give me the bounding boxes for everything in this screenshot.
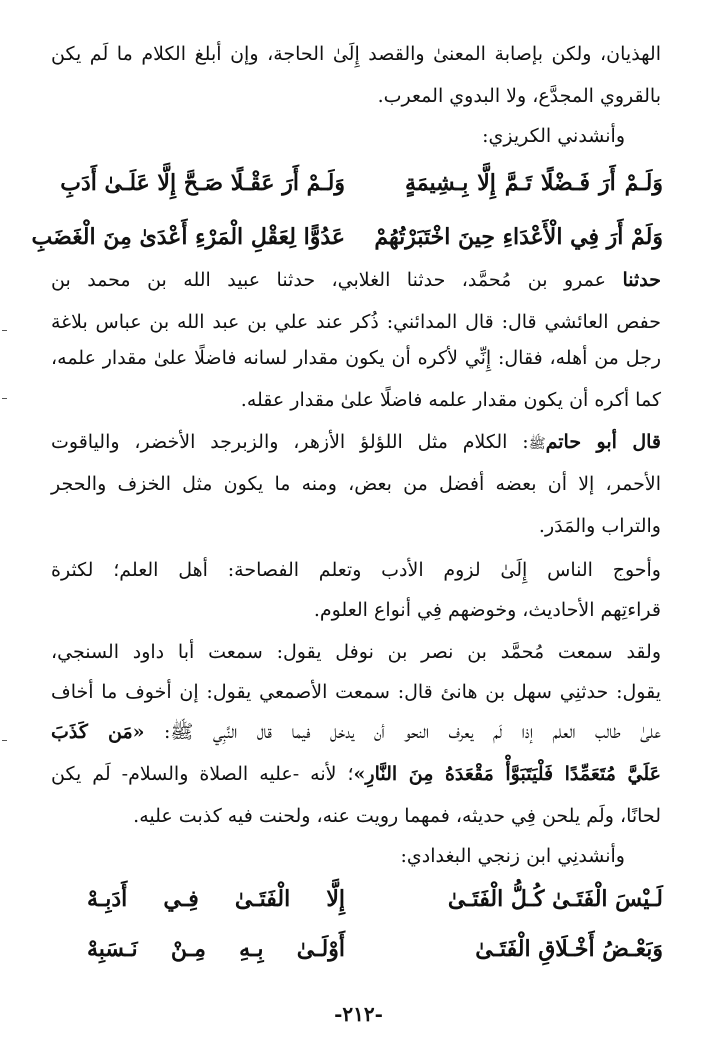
paragraph-line [51,720,661,744]
honorific-symbol: ﷺ [528,436,546,452]
text-line: كما أكره أن يكون مقدار علمه فاضلًا علىٰ مقدار عقله. [240,389,661,411]
text-line: وأحوج الناس إِلَىٰ لزوم الأدب وتعلم الفصاحة: أهل العلم؛ لكثرة [51,559,661,581]
text-line: الهذيان، ولكن بإصابة المعنىٰ والقصد إِلَىٰ الحاجة، وإن أبلغ الكلام ما لَم يكن [51,43,661,65]
speaker-name: قال أبو حاتم [545,431,661,453]
hadith-quote: «مَن كَذَبَ [51,721,145,743]
text-line: بالقروي المجدَّع، ولا البدوي المعرب. [377,85,661,107]
text-line: الأحمر، إلا أن بعضه أفضل من بعض، ومنه ما يكون مثل الخزف والحجر [51,473,661,495]
text-fragment: علىٰ طالب العلم إذا لَم يعرف النحو أن يدخل فيما قال النَّبِي ﷺ: [144,721,661,743]
hadith-quote: عَلَيَّ مُتَعَمِّدًا فَلْيَتَبَوَّأْ مَقْعَدَهُ مِنَ النَّارِ» [353,763,661,785]
verse-hemistich: وَلَمْ أَرَ فِي الْأَعْدَاءِ حِينَ اخْتَبَرْتُهُمْ [374,224,663,250]
page-number: -٢١٢- [334,1002,383,1026]
text-line: قراءتِهم الأحاديث، وخوضهم فِي أنواع العلوم. [313,599,661,621]
verse-hemistich: أَوْلَـىٰ بِـهِ مِـنْ نَـسَبِهْ [87,936,345,962]
verse-hemistich: وَلَـمْ أَرَ عَقْـلًا صَـحَّ إِلَّا عَلَـىٰ أَدَبِ [60,170,345,196]
narration-lead: حدثنا [622,269,661,291]
margin-mark [2,740,7,741]
text-fragment: عمرو بن مُحمَّد، حدثنا الغلابي، حدثنا عبيد الله بن محمد بن [51,269,606,291]
text-line: ولقد سمعت مُحمَّد بن نصر بن نوفل يقول: سمعت أبا داود السنجي، [51,641,661,663]
poem-intro: وأنشدنِي ابن زنجي البغدادي: [400,845,625,867]
margin-mark [2,398,7,399]
text-line: والتراب والمَدَر. [538,515,661,537]
paragraph-line [51,762,661,786]
verse-hemistich: إِلَّا الْفَتَـىٰ فِـي أَدَبِـهْ [87,886,345,912]
paragraph-line [51,268,661,292]
text-line: يقول: حدثنِي سهل بن هانئ قال: سمعت الأصمعي يقول: إن أخوف ما أخاف [51,681,661,703]
margin-mark [2,330,7,331]
verse-hemistich: وَلَـمْ أَرَ فَـضْلًا تَـمَّ إِلَّا بِـشِيمَةٍ [405,170,663,196]
text-line: حفص العائشي قال: قال المدائني: ذُكر عند علي بن عبد الله بن عباس بلاغة [51,311,661,333]
text-fragment: : الكلام مثل اللؤلؤ الأزهر، والزبرجد الأخضر، والياقوت [51,431,529,453]
paragraph-line [51,430,661,456]
text-line: لحانًا، ولَم يلحن فِي حديثه، فمهما رويت عنه، ولحنت فيه كذبت عليه. [133,805,661,827]
text-fragment: ؛ لأنه -عليه الصلاة والسلام- لَم يكن [51,763,354,785]
verse-hemistich: لَـيْسَ الْفَتَـىٰ كُـلُّ الْفَتَـىٰ [447,886,663,912]
poem-intro: وأنشدني الكريزي: [482,125,625,147]
text-line: رجل من أهله، فقال: إِنِّي لأكره أن يكون مقدار لسانه فاضلًا علىٰ مقدار علمه، [51,347,661,369]
verse-hemistich: عَدُوًّا لِعَقْلِ الْمَرْءِ أَعْدَىٰ مِنَ الْغَضَبِ [31,224,345,250]
verse-hemistich: وَبَعْـضُ أَخْـلَاقِ الْفَتَـىٰ [475,936,663,962]
